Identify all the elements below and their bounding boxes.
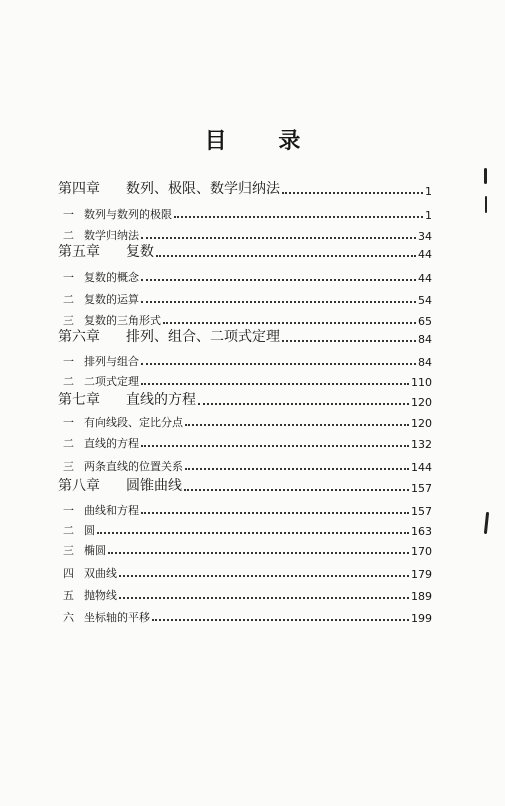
page-number: 199 — [411, 612, 432, 625]
section-number: 六 — [63, 611, 74, 624]
toc-section-entry — [63, 202, 432, 222]
section-title: 圆 — [84, 524, 95, 537]
section-title: 二项式定理 — [84, 375, 139, 388]
page-title: 目 录 — [204, 129, 323, 154]
section-title: 数学归纳法 — [84, 229, 139, 242]
section-title: 两条直线的位置关系 — [84, 460, 183, 473]
dot-leader — [141, 512, 409, 514]
section-number: 四 — [63, 567, 74, 580]
page-number: 84 — [418, 333, 432, 346]
dot-leader — [282, 192, 423, 194]
page-number: 110 — [411, 376, 432, 389]
page-number: 84 — [418, 356, 432, 369]
dot-leader — [119, 597, 409, 599]
page-number: 54 — [418, 294, 432, 307]
chapter-title: 排列、组合、二项式定理 — [126, 329, 280, 345]
toc-section-entry — [63, 431, 432, 451]
section-title: 数列与数列的极限 — [84, 208, 172, 221]
section-number: 一 — [63, 504, 74, 517]
section-number: 一 — [63, 416, 74, 429]
toc-section-entry — [63, 265, 432, 285]
toc-section-entry — [63, 605, 432, 625]
section-number: 二 — [63, 524, 74, 537]
dot-leader — [198, 403, 409, 405]
page-number: 34 — [418, 230, 432, 243]
toc-section-entry — [63, 308, 432, 328]
scan-mark — [485, 196, 487, 213]
page-number: 189 — [411, 590, 432, 603]
section-number: 二 — [63, 375, 74, 388]
dot-leader — [141, 237, 416, 239]
page-number: 157 — [411, 505, 432, 518]
scan-mark — [484, 168, 487, 184]
toc-chapter-entry — [58, 178, 432, 198]
dot-leader — [185, 424, 409, 426]
toc-section-entry — [63, 561, 432, 581]
dot-leader — [174, 216, 423, 218]
section-number: 三 — [63, 544, 74, 557]
toc-section-entry — [63, 538, 432, 558]
toc-section-entry — [63, 410, 432, 430]
toc-chapter-entry — [58, 389, 432, 409]
toc-section-entry — [63, 223, 432, 243]
chapter-title: 复数 — [126, 244, 154, 260]
dot-leader — [156, 255, 416, 257]
section-title: 直线的方程 — [84, 437, 139, 450]
page-number: 120 — [411, 396, 432, 409]
page-number: 44 — [418, 272, 432, 285]
section-title: 复数的三角形式 — [84, 314, 161, 327]
page-number: 120 — [411, 417, 432, 430]
section-title: 排列与组合 — [84, 355, 139, 368]
dot-leader — [184, 489, 409, 491]
section-title: 椭圆 — [84, 544, 106, 557]
chapter-title: 数列、极限、数学归纳法 — [126, 181, 280, 197]
chapter-number: 第八章 — [58, 478, 100, 494]
toc-chapter-entry — [58, 241, 432, 261]
chapter-title: 圆锥曲线 — [126, 478, 182, 494]
chapter-number: 第五章 — [58, 244, 100, 260]
dot-leader — [185, 468, 409, 470]
section-number: 三 — [63, 314, 74, 327]
page-number: 163 — [411, 525, 432, 538]
scan-mark — [484, 512, 489, 534]
toc-section-entry — [63, 349, 432, 369]
page-number: 144 — [411, 461, 432, 474]
dot-leader — [141, 383, 409, 385]
dot-leader — [119, 575, 409, 577]
section-title: 有向线段、定比分点 — [84, 416, 183, 429]
page-number: 132 — [411, 438, 432, 451]
toc-section-entry — [63, 369, 432, 389]
section-title: 坐标轴的平移 — [84, 611, 150, 624]
dot-leader — [282, 340, 416, 342]
page-number: 44 — [418, 248, 432, 261]
page-number: 179 — [411, 568, 432, 581]
dot-leader — [141, 363, 416, 365]
section-number: 一 — [63, 208, 74, 221]
page-number: 65 — [418, 315, 432, 328]
section-title: 双曲线 — [84, 567, 117, 580]
section-number: 一 — [63, 271, 74, 284]
dot-leader — [152, 619, 409, 621]
dot-leader — [141, 279, 416, 281]
section-number: 二 — [63, 437, 74, 450]
section-number: 二 — [63, 229, 74, 242]
section-title: 抛物线 — [84, 589, 117, 602]
toc-section-entry — [63, 583, 432, 603]
section-number: 一 — [63, 355, 74, 368]
toc-section-entry — [63, 518, 432, 538]
page-number: 170 — [411, 545, 432, 558]
section-title: 复数的概念 — [84, 271, 139, 284]
section-title: 曲线和方程 — [84, 504, 139, 517]
dot-leader — [141, 301, 416, 303]
toc-section-entry — [63, 454, 432, 474]
section-number: 五 — [63, 589, 74, 602]
chapter-title: 直线的方程 — [126, 392, 196, 408]
dot-leader — [141, 445, 409, 447]
chapter-number: 第四章 — [58, 181, 100, 197]
toc-chapter-entry — [58, 326, 432, 346]
dot-leader — [163, 322, 416, 324]
page-number: 157 — [411, 482, 432, 495]
toc-chapter-entry — [58, 475, 432, 495]
dot-leader — [108, 552, 409, 554]
section-title: 复数的运算 — [84, 293, 139, 306]
section-number: 三 — [63, 460, 74, 473]
page-number: 1 — [425, 209, 432, 222]
toc-section-entry — [63, 287, 432, 307]
toc-section-entry — [63, 498, 432, 518]
dot-leader — [97, 532, 409, 534]
chapter-number: 第七章 — [58, 392, 100, 408]
page-number: 1 — [425, 185, 432, 198]
section-number: 二 — [63, 293, 74, 306]
chapter-number: 第六章 — [58, 329, 100, 345]
